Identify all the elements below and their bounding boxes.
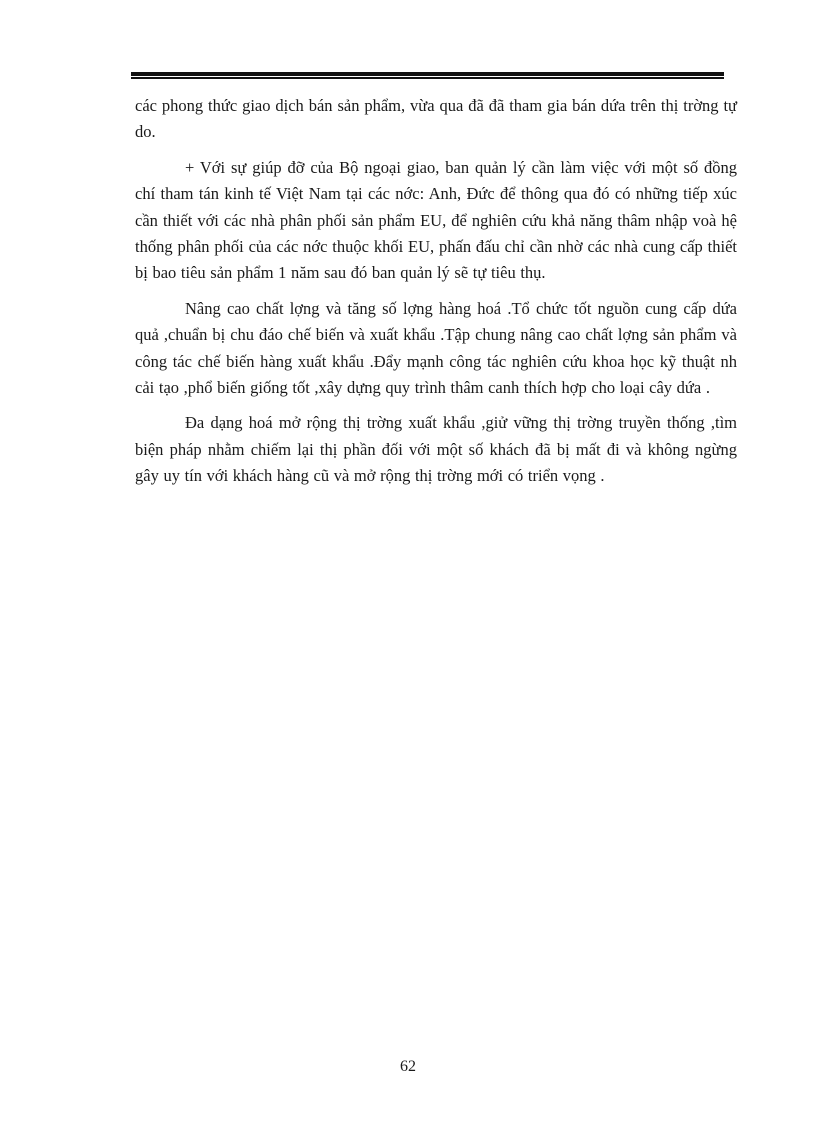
paragraph-quality-improvement: Nâng cao chất lợng và tăng số lợng hàng hoá .Tổ chức tốt nguồn cung cấp dứa quả ,chuẩn bị chu đáo chế biến và xuất khẩu .Tập chung nâng cao chất lợng sản phẩm và công tác chế biến hàng xuất khẩu .Đẩy mạnh công tác nghiên cứu khoa học kỹ thuật nh cải tạo ,phổ biến giống tốt ,xây dựng quy trình thâm canh thích hợp cho loại cây dứa .	[135, 298, 737, 398]
page-number: 62	[400, 1058, 416, 1075]
header-rule	[131, 72, 724, 80]
header-rule-thin-line	[131, 77, 724, 79]
document-body	[135, 93, 737, 499]
paragraph-continuation: các phong thức giao dịch bán sản phẩm, vừa qua đã đã tham gia bán dứa trên thị trờng tự do.	[135, 96, 737, 142]
paragraph-market-diversification: Đa dạng hoá mở rộng thị trờng xuất khẩu ,giử vững thị trờng truyền thống ,tìm biện pháp nhằm chiếm lại thị phần đối với một số khách đã bị mất đi và không ngừng gây uy tín với khách hàng cũ và mở rộng thị trờng mới có triển vọng .	[135, 413, 737, 486]
paragraph-ministry-support: + Với sự giúp đỡ của Bộ ngoại giao, ban quản lý cần làm việc với một số đồng chí tham tán kinh tế Việt Nam tại các nớc: Anh, Đức để thông qua đó có những tiếp xúc cần thiết với các nhà phân phối sản phẩm EU, để nghiên cứu khả năng thâm nhập voà hệ thống phân phối của các nớc thuộc khối EU, phấn đấu chỉ cần nhờ các nhà cung cấp thiết bị bao tiêu sản phẩm 1 năm sau đó ban quản lý sẽ tự tiêu thụ.	[135, 157, 737, 283]
